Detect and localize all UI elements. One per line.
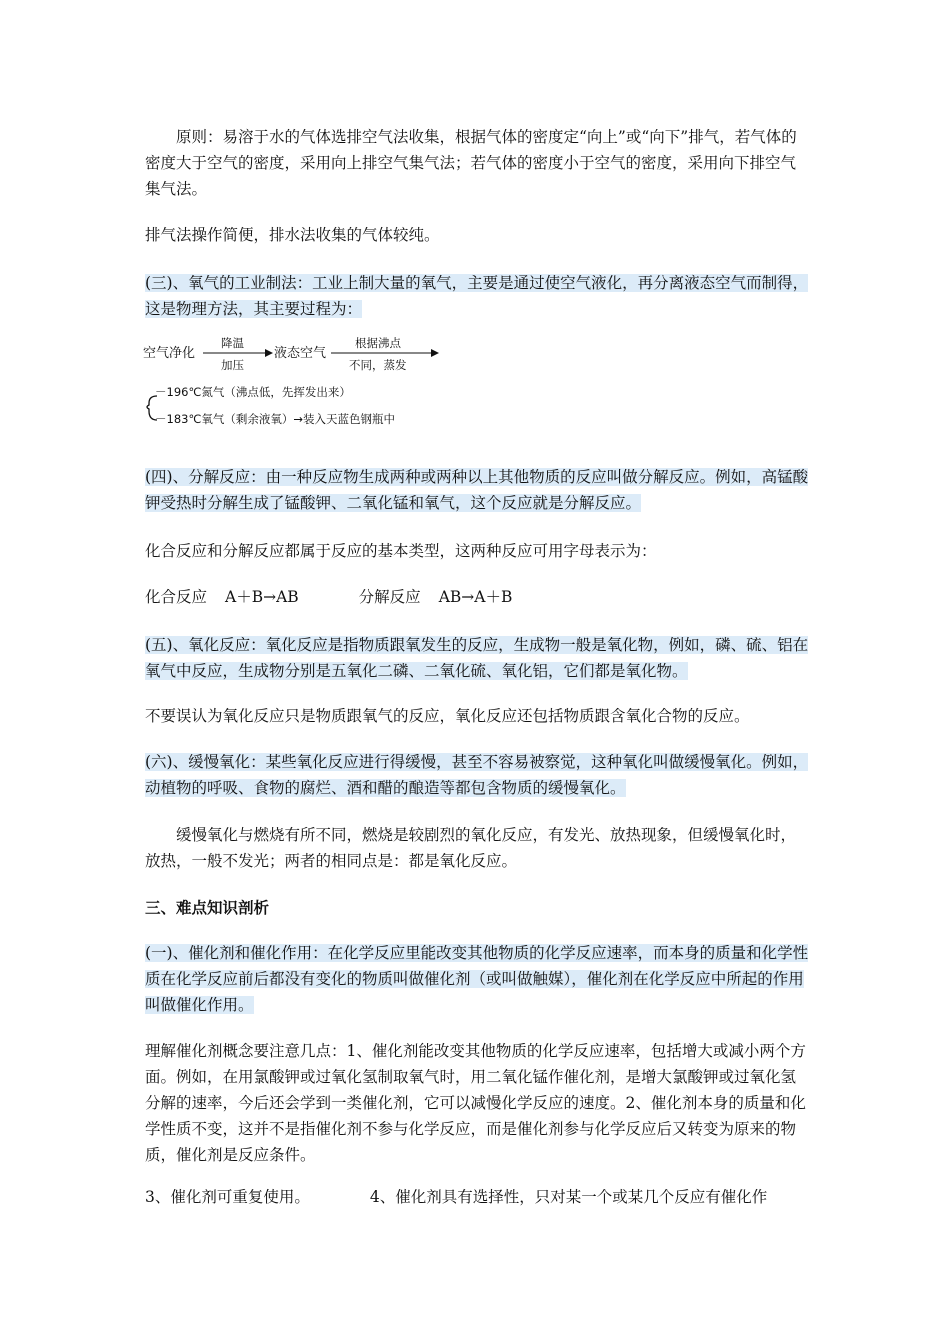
arrow-right-icon [431,349,439,357]
paragraph-text: 不要误认为氧化反应只是物质跟氧气的反应，氧化反应还包括物质跟含氧化合物的反应。 [145,707,750,725]
diagram-arrow1-top-label: 降温 [221,336,244,350]
highlighted-text: (五)、氧化反应：氧化反应是指物质跟氧发生的反应，生成物一般是氧化物，例如，磷、硫、铝在氧气中反应，生成物分别是五氧化二磷、二氧化硫、氧化铝，它们都是氧化物。 [145,636,809,680]
section-slow-oxidation [145,749,810,801]
diagram-arrow1-bottom-label: 加压 [221,358,244,372]
diagram-branch-oxygen: －183℃氧气（剩余液氧）→装入天蓝色钢瓶中 [155,412,395,426]
paragraph-text: 化合反应和分解反应都属于反应的基本类型，这两种反应可用字母表示为： [145,542,657,560]
combination-equation: A＋B→AB [225,588,299,606]
catalyst-point-4: 4、催化剂具有选择性，只对某一个或某几个反应有催化作 [369,1188,768,1206]
highlighted-text: (三)、氧气的工业制法：工业上制大量的氧气，主要是通过使空气液化，再分离液态空气而制得，这是物理方法，其主要过程为： [145,274,809,318]
arrow-right-icon [265,349,273,357]
diagram-arrow2-top-label: 根据沸点 [355,336,401,350]
section-catalyst [145,940,810,1018]
section-oxidation [145,632,810,684]
decomposition-label: 分解反应 [358,588,421,606]
catalyst-point-3: 3、催化剂可重复使用。 [145,1188,310,1206]
highlighted-text: (一)、催化剂和催化作用：在化学反应里能改变其他物质的化学反应速率，而本身的质量和化学性质在化学反应前后都没有变化的物质叫做催化剂（或叫做触媒），催化剂在化学反应中所起的作用叫做催化作用。 [145,944,809,1014]
diagram-arrow2-bottom-label: 不同，蒸发 [349,358,407,372]
diagram-middle-label: 液态空气 [274,346,327,361]
paragraph-text: 原则：易溶于水的气体选排空气法收集，根据气体的密度定“向上”或“向下”排气，若气体的密度大于空气的密度，采用向上排空气集气法；若气体的密度小于空气的密度，采用向下排空气集气法。 [145,128,797,198]
section-heading-difficult-points [145,895,810,921]
paragraph-catalyst-understanding [145,1038,810,1168]
decomposition-equation: AB→A＋B [438,588,513,606]
paragraph-reaction-types [145,538,810,564]
oxygen-process-diagram [143,333,473,433]
paragraph-reaction-equations [145,584,810,610]
paragraph-text: 缓慢氧化与燃烧有所不同，燃烧是较剧烈的氧化反应，有发光、放热现象，但缓慢氧化时，放热，一般不发光；两者的相同点是：都是氧化反应。 [145,826,797,870]
paragraph-catalyst-points [145,1184,810,1210]
paragraph-exhaust-method [145,222,810,248]
section-decomposition [145,464,810,516]
combination-label: 化合反应 [145,588,208,606]
diagram-start-label: 空气净化 [143,346,196,361]
paragraph-text: 排气法操作简便，排水法收集的气体较纯。 [145,226,440,244]
heading-text: 三、难点知识剖析 [145,899,270,917]
highlighted-text: (六)、缓慢氧化：某些氧化反应进行得缓慢，甚至不容易被察觉，这种氧化叫做缓慢氧化。例如，动植物的呼吸、食物的腐烂、酒和醋的酿造等都包含物质的缓慢氧化。 [145,753,809,797]
paragraph-oxidation-note [145,703,810,729]
highlighted-text: (四)、分解反应：由一种反应物生成两种或两种以上其他物质的反应叫做分解反应。例如，高锰酸钾受热时分解生成了锰酸钾、二氧化锰和氧气，这个反应就是分解反应。 [145,468,809,512]
section-industrial-oxygen [145,270,810,322]
paragraph-text: 理解催化剂概念要注意几点：1、催化剂能改变其他物质的化学反应速率，包括增大或减小两个方面。例如，在用氯酸钾或过氧化氢制取氧气时，用二氧化锰作催化剂，是增大氯酸钾或过氧化氢分解的速率，今后还会学到一类催化剂，它可以减慢化学反应的速度。2、催化剂本身的质量和化学性质不变，这并不是指催化剂不参与化学反应，而是催化剂参与化学反应后又转变为原来的物质，催化剂是反应条件。 [145,1042,806,1164]
paragraph-principle [145,124,810,202]
diagram-branch-nitrogen: －196℃氮气（沸点低，先挥发出来） [155,385,351,399]
paragraph-slow-vs-combustion [145,822,810,874]
